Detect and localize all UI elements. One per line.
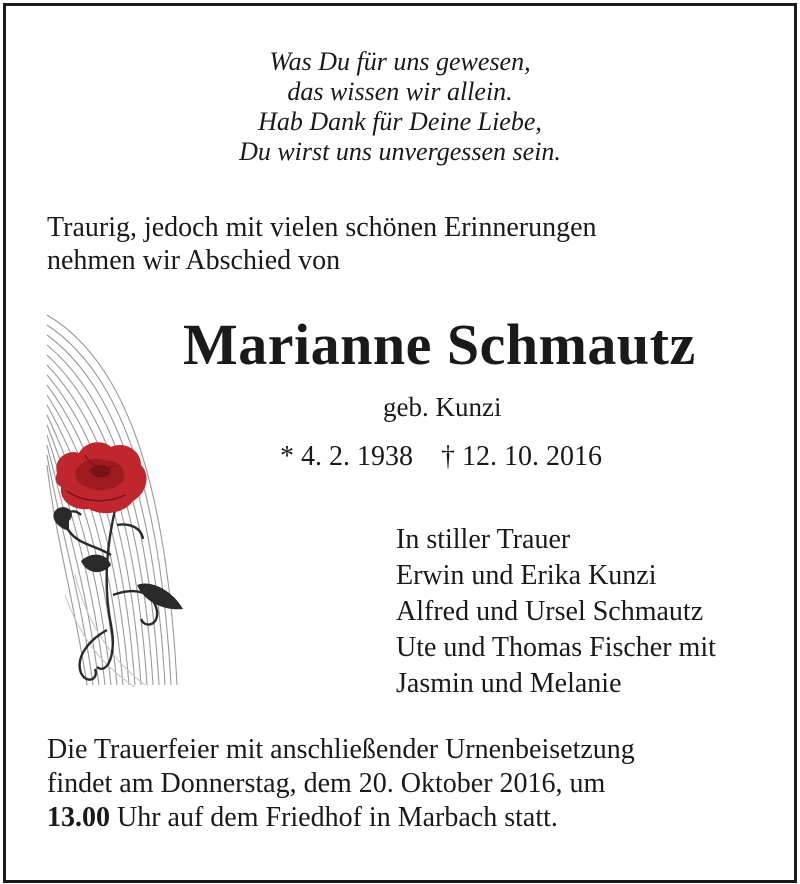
funeral-time: 13.00 bbox=[47, 802, 110, 833]
death-date: † 12. 10. 2016 bbox=[441, 441, 602, 472]
intro-text bbox=[47, 211, 597, 277]
mourner-line: Erwin und Erika Kunzi bbox=[396, 560, 657, 591]
poem-line-4: Du wirst uns unvergessen sein. bbox=[239, 137, 561, 166]
memorial-poem bbox=[0, 47, 800, 167]
poem-line-3: Hab Dank für Deine Liebe, bbox=[258, 107, 542, 136]
intro-line-1: Traurig, jedoch mit vielen schönen Erinnerungen bbox=[47, 212, 597, 243]
funeral-line-1: Die Trauerfeier mit anschließender Urnenbeisetzung bbox=[47, 734, 635, 765]
funeral-line-3 bbox=[47, 801, 635, 835]
deceased-name: Marianne Schmautz bbox=[183, 312, 696, 377]
poem-line-2: das wissen wir allein. bbox=[287, 77, 513, 106]
mourner-line: Ute und Thomas Fischer mit bbox=[396, 632, 716, 663]
intro-line-2: nehmen wir Abschied von bbox=[47, 245, 341, 276]
rose-illustration bbox=[45, 295, 187, 695]
funeral-notice bbox=[47, 733, 635, 835]
life-dates bbox=[280, 441, 602, 473]
birth-date: * 4. 2. 1938 bbox=[280, 441, 413, 472]
mourners-heading: In stiller Trauer bbox=[396, 524, 571, 555]
maiden-name: geb. Kunzi bbox=[383, 392, 502, 422]
mourner-line: Jasmin und Melanie bbox=[396, 668, 622, 699]
mourner-line: Alfred und Ursel Schmautz bbox=[396, 596, 704, 627]
funeral-location: Uhr auf dem Friedhof in Marbach statt. bbox=[110, 802, 558, 833]
poem-line-1: Was Du für uns gewesen, bbox=[269, 47, 531, 76]
mourners-list bbox=[396, 522, 716, 702]
funeral-line-2: findet am Donnerstag, dem 20. Oktober 2016, um bbox=[47, 768, 606, 799]
